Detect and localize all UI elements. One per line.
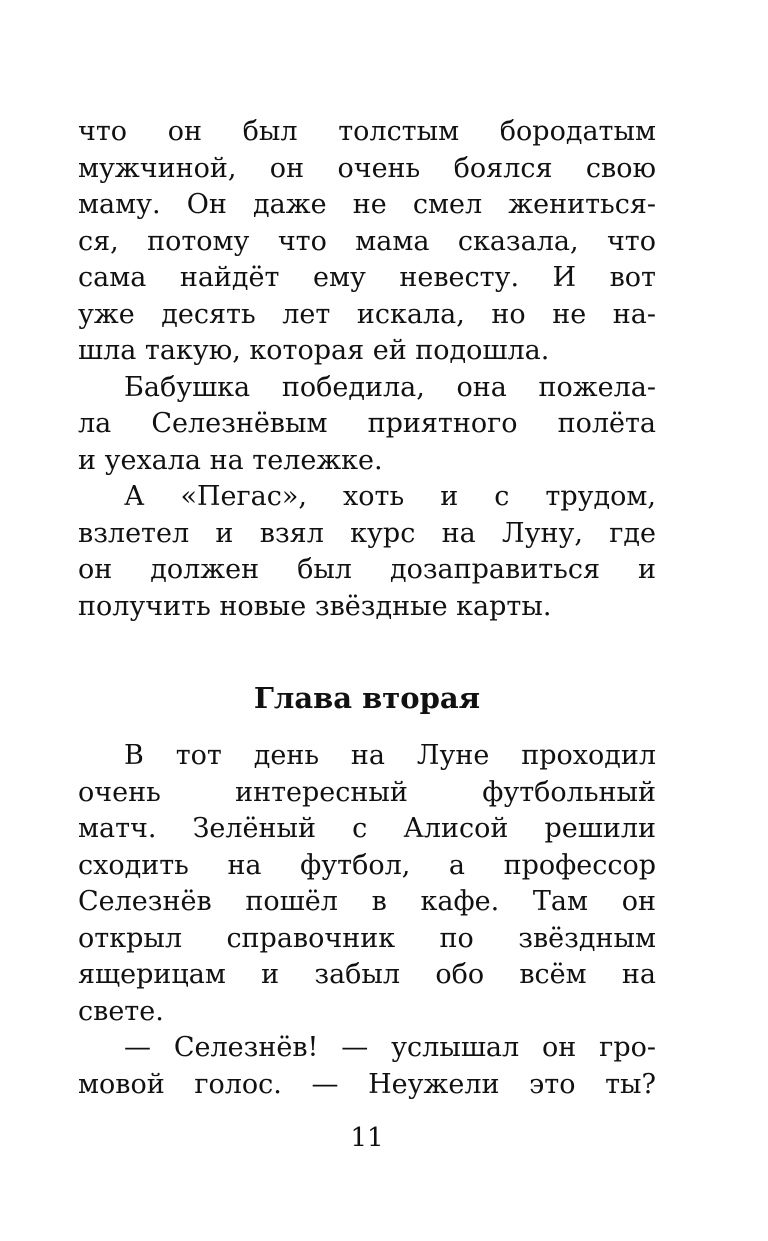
paragraph-line: получить новые звёздные карты.	[78, 590, 552, 622]
paragraph-line: маму. Он даже не смел жениться-	[78, 189, 656, 220]
paragraph-line: — Селезнёв! — услышал он гро-	[124, 1032, 656, 1063]
paragraph-line: Селезнёв пошёл в кафе. Там он	[78, 886, 656, 917]
text-after-chapter	[78, 738, 656, 1103]
paragraph-line: очень интересный футбольный	[78, 776, 656, 808]
paragraph-line: В тот день на Луне проходил	[124, 740, 656, 771]
paragraph-line: мовой голос. — Неужели это ты?	[78, 1068, 656, 1100]
paragraph-line: и уехала на тележке.	[78, 444, 383, 476]
page-number: 11	[350, 1123, 384, 1153]
text-before-chapter	[78, 114, 656, 625]
paragraph-line: сходить на футбол, а профессор	[78, 849, 656, 881]
paragraph-line: уже десять лет искала, но не на-	[78, 298, 656, 330]
paragraph-line: ящерицам и забыл обо всём на	[78, 959, 656, 990]
paragraph-line: шла такую, которая ей подошла.	[78, 335, 550, 366]
paragraph-line: он должен был дозаправиться и	[78, 554, 656, 585]
paragraph-line: Бабушка победила, она пожела-	[124, 371, 656, 403]
paragraph-line: А «Пегас», хоть и с трудом,	[124, 481, 656, 512]
paragraph-line: что он был толстым бородатым	[78, 116, 656, 147]
chapter-title: Глава вторая	[253, 681, 481, 715]
paragraph-line: мужчиной, он очень боялся свою	[78, 152, 656, 184]
paragraph-line: ла Селезнёвым приятного полёта	[78, 408, 656, 439]
paragraph-line: взлетел и взял курс на Луну, где	[78, 517, 656, 549]
paragraph-line: ся, потому что мама сказала, что	[78, 225, 656, 257]
paragraph-line: сама найдёт ему невесту. И вот	[78, 262, 656, 293]
paragraph-line: открыл справочник по звёздным	[78, 922, 656, 954]
paragraph-line: свете.	[78, 995, 164, 1027]
paragraph-line: матч. Зелёный с Алисой решили	[78, 813, 656, 844]
